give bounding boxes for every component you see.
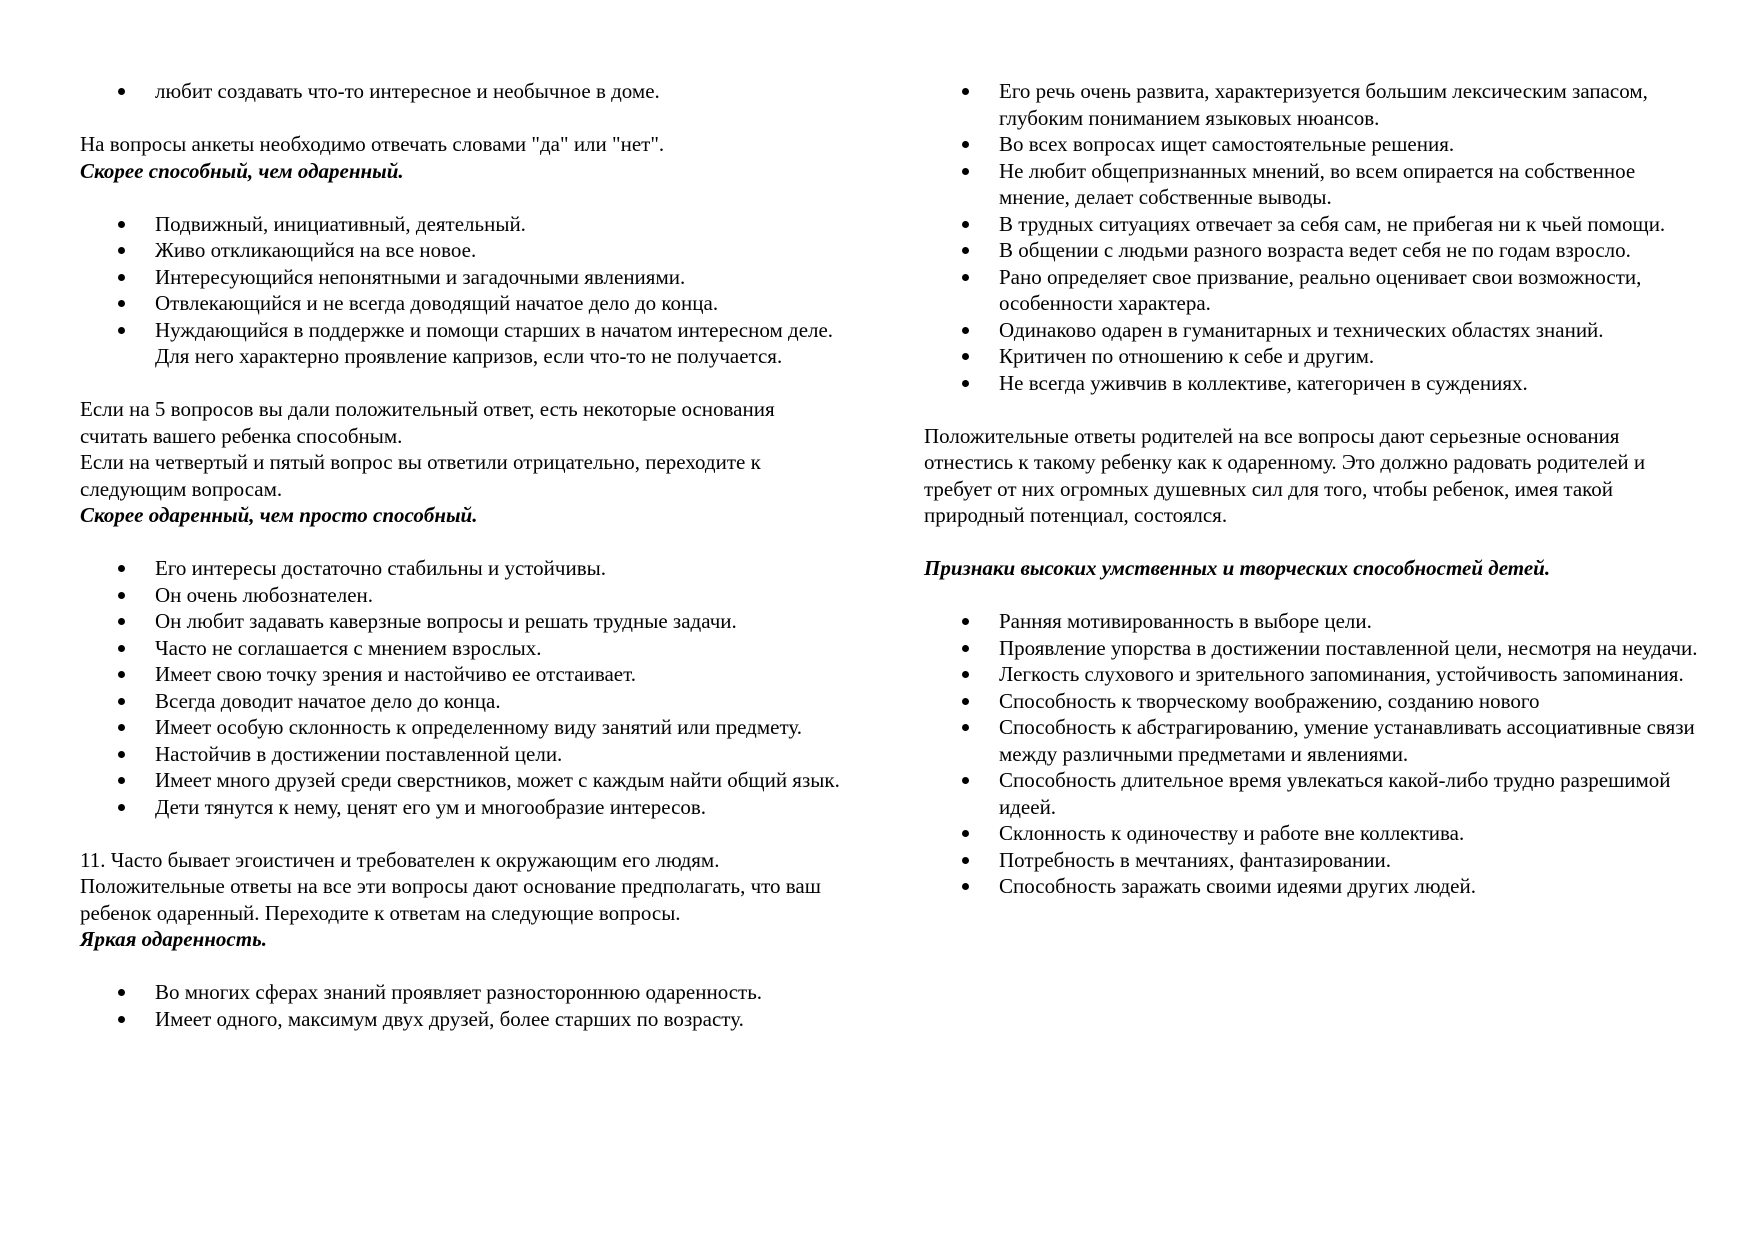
- list-item: Он любит задавать каверзные вопросы и решать трудные задачи.: [80, 608, 840, 635]
- list-item: Часто не соглашается с мнением взрослых.: [80, 635, 840, 662]
- list-item: Его речь очень развита, характеризуется большим лексическим запасом, глубоким пониманием языковых нюансов.: [924, 78, 1704, 131]
- left-column: [80, 78, 840, 1032]
- list-item: Способность заражать своими идеями других людей.: [924, 873, 1704, 900]
- list-item: Рано определяет свое призвание, реально оценивает свои возможности, особенности характера.: [924, 264, 1704, 317]
- bright-continued-list: [924, 78, 1704, 396]
- section-gifted-list: [80, 555, 840, 820]
- list-item: Отвлекающийся и не всегда доводящий начатое дело до конца.: [80, 290, 840, 317]
- intro-list: [80, 78, 840, 105]
- list-item: Проявление упорства в достижении поставленной цели, несмотря на неудачи.: [924, 635, 1704, 662]
- signs-list: [924, 608, 1704, 900]
- list-item: Одинаково одарен в гуманитарных и технических областях знаний.: [924, 317, 1704, 344]
- list-item: Во многих сферах знаний проявляет разностороннюю одаренность.: [80, 979, 840, 1006]
- section-able-list: [80, 211, 840, 370]
- section-title-able: Скорее способный, чем одаренный.: [80, 158, 404, 183]
- list-item: Имеет свою точку зрения и настойчиво ее отстаивает.: [80, 661, 840, 688]
- list-item: Способность к творческому воображению, созданию нового: [924, 688, 1704, 715]
- list-item: Настойчив в достижении поставленной цели.: [80, 741, 840, 768]
- conclusion-able-2: Если на четвертый и пятый вопрос вы ответили отрицательно, переходите к следующим вопросам.: [80, 450, 761, 501]
- section-title-bright: Яркая одаренность.: [80, 927, 267, 951]
- list-item: Во всех вопросах ищет самостоятельные решения.: [924, 131, 1704, 158]
- list-item: Склонность к одиночеству и работе вне коллектива.: [924, 820, 1704, 847]
- section-bright-list: [80, 979, 840, 1032]
- right-column: [924, 78, 1704, 900]
- list-item: Потребность в мечтаниях, фантазировании.: [924, 847, 1704, 874]
- list-item: Подвижный, инициативный, деятельный.: [80, 211, 840, 238]
- list-item: Имеет особую склонность к определенному виду занятий или предмету.: [80, 714, 840, 741]
- list-item: Критичен по отношению к себе и другим.: [924, 343, 1704, 370]
- list-item: Ранняя мотивированность в выборе цели.: [924, 608, 1704, 635]
- list-item: Всегда доводит начатое дело до конца.: [80, 688, 840, 715]
- conclusion-gifted: 11. Часто бывает эгоистичен и требователен к окружающим его людям. Положительные ответы на все эти вопросы дают основание предполагать, что ваш ребенок одаренный. Переходите к ответам на следующие вопросы.: [80, 847, 821, 925]
- list-item: Интересующийся непонятными и загадочными явлениями.: [80, 264, 840, 291]
- list-item: Имеет одного, максимум двух друзей, более старших по возрасту.: [80, 1006, 840, 1033]
- list-item: Способность длительное время увлекаться какой-либо трудно разрешимой идеей.: [924, 767, 1704, 820]
- list-item: Его интересы достаточно стабильны и устойчивы.: [80, 555, 840, 582]
- list-item: Живо откликающийся на все новое.: [80, 237, 840, 264]
- list-item: В трудных ситуациях отвечает за себя сам, не прибегая ни к чьей помощи.: [924, 211, 1704, 238]
- list-item: В общении с людьми разного возраста ведет себя не по годам взросло.: [924, 237, 1704, 264]
- list-item: Легкость слухового и зрительного запоминания, устойчивость запоминания.: [924, 661, 1704, 688]
- list-item: любит создавать что-то интересное и необычное в доме.: [80, 78, 840, 105]
- list-item: Нуждающийся в поддержке и помощи старших в начатом интересном деле. Для него характерно проявление капризов, если что-то не получается.: [80, 317, 840, 370]
- section-title-gifted: Скорее одаренный, чем просто способный.: [80, 503, 478, 527]
- list-item: Имеет много друзей среди сверстников, может с каждым найти общий язык.: [80, 767, 840, 794]
- list-item: Дети тянутся к нему, ценят его ум и многообразие интересов.: [80, 794, 840, 821]
- conclusion-able-1: Если на 5 вопросов вы дали положительный ответ, есть некоторые основания считать вашего ребенка способным.: [80, 397, 775, 448]
- instruction-text: На вопросы анкеты необходимо отвечать словами "да" или "нет".: [80, 132, 665, 156]
- section-title-signs: Признаки высоких умственных и творческих способностей детей.: [924, 556, 1551, 580]
- conclusion-bright: Положительные ответы родителей на все вопросы дают серьезные основания отнестись к такому ребенку как к одаренному. Это должно радовать родителей и требует от них огромных душевных сил для того, чтобы ребенок, имея такой природный потенциал, состоялся.: [924, 423, 1646, 527]
- list-item: Не всегда уживчив в коллективе, категоричен в суждениях.: [924, 370, 1704, 397]
- list-item: Не любит общепризнанных мнений, во всем опирается на собственное мнение, делает собственные выводы.: [924, 158, 1704, 211]
- list-item: Он очень любознателен.: [80, 582, 840, 609]
- list-item: Способность к абстрагированию, умение устанавливать ассоциативные связи между различными предметами и явлениями.: [924, 714, 1704, 767]
